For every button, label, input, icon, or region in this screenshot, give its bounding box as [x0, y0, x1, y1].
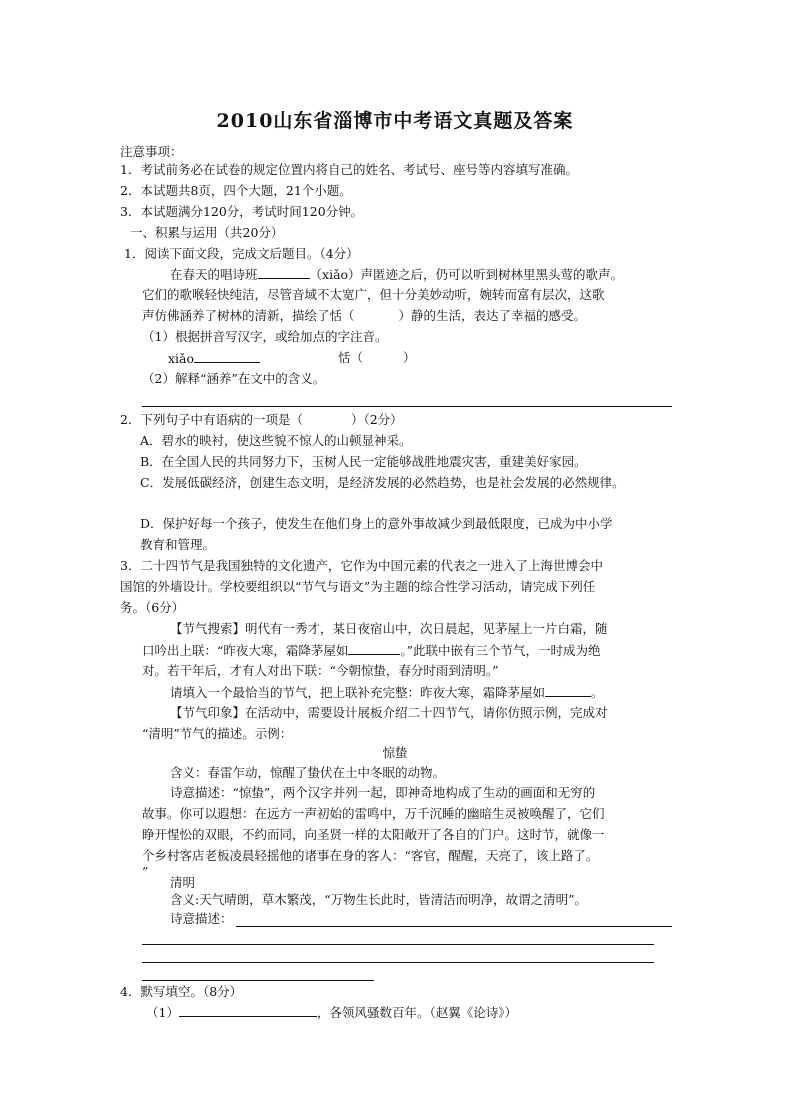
- q2-option-b: B．在全国人民的共同努力下，玉树人民一定能够战胜地震灾害，重建美好家园。: [140, 454, 587, 469]
- example-desc-line-4: 个乡村客店老板凌晨轻摇他的诸事在身的客人：“客官，醒醒，天亮了，该上路了。: [142, 848, 599, 863]
- q2-option-a: A．碧水的映衬，使这些貌不惊人的山顿显神采。: [140, 433, 412, 448]
- q2-option-c: C．发展低碳经济，创建生态文明，是经济发展的必然趋势，也是社会发展的必然规律。: [140, 475, 625, 490]
- q2-stem-text: 2．下列句子中有语病的一项是（: [120, 412, 303, 427]
- answer-line[interactable]: [142, 962, 654, 963]
- example-term-title: 惊蛰: [382, 745, 408, 760]
- q3-search-text: 口吟出上联：“昨夜大寒，霜降茅屋如: [142, 643, 349, 658]
- q3-stem-line-2: 国馆的外墙设计。学校要组织以“节气与语文”为主题的综合性学习活动，请完成下列任: [120, 579, 596, 594]
- q4-item-number: （1）: [146, 1005, 179, 1020]
- tian-label: ）: [403, 350, 416, 365]
- q1-passage-text: 在春天的唱诗班: [170, 267, 258, 282]
- answer-line[interactable]: [142, 406, 672, 407]
- q2-stem-text: ）（2分）: [350, 412, 403, 427]
- q3-search-line-3: 对。若干年后，才有人对出下联：“今朝惊蛰，春分时雨到清明。”: [142, 663, 499, 678]
- q3-impression-line-2: “清明”节气的描述。示例：: [142, 726, 293, 741]
- q1-passage-line-1: [170, 266, 623, 283]
- q3-search-text: 请填入一个最恰当的节气，把上联补充完整：昨夜大寒，霜降茅屋如: [170, 685, 546, 700]
- example-desc-line-5: ”: [142, 864, 149, 879]
- notice-item-3: 3．本试题满分120分，考试时间120分钟。: [120, 204, 364, 219]
- q1-tian-item: [338, 350, 416, 366]
- q3-search-text: 。”此联中嵌有三个节气，一时成为绝: [400, 643, 601, 658]
- q1-passage-text: （xiǎo）声匿迹之后，仍可以听到树林里黑头莺的歌声。: [309, 267, 624, 282]
- q3-impression-line-1: 【节气印象】在活动中，需要设计展板介绍二十四节气，请你仿照示例，完成对: [170, 705, 608, 720]
- qingming-desc-label: 诗意描述：: [170, 911, 233, 926]
- example-desc-line-3: 睁开惺忪的双眼，不约而同，向圣贤一样的太阳敞开了各自的门户。这时节，就像一: [142, 827, 605, 842]
- notice-item-2: 2．本试题共8页，四个大题，21个小题。: [120, 183, 352, 198]
- q3-search-line-2: [142, 642, 601, 659]
- q2-stem: [120, 412, 403, 428]
- notice-item-1: 1．考试前务必在试卷的规定位置内将自己的姓名、考试号、座号等内容填写准确。: [120, 162, 578, 177]
- q1-stem: 1．阅读下面文段，完成文后题目。（4分）: [124, 246, 359, 261]
- q3-search-text: 。: [591, 685, 604, 700]
- q4-item-text: ，各领风骚数百年。（赵翼《论诗》）: [316, 1005, 517, 1020]
- answer-line[interactable]: [236, 926, 672, 927]
- qingming-meaning: 含义:天气晴朗，草木繁茂，“万物生长此时，皆清洁而明净，故谓之清明”。: [170, 892, 587, 907]
- pinyin-label: xiǎo: [168, 351, 195, 366]
- example-desc-line-1: 诗意描述：“惊蛰”，两个汉字并列一起，即神奇地构成了生动的画面和无穷的: [170, 785, 596, 800]
- q1-sub-2: （2）解释“涵养”在文中的含义。: [142, 371, 326, 386]
- q2-option-d-line-1: D．保护好每一个孩子，使发生在他们身上的意外事故减少到最低限度，已成为中小学: [140, 516, 613, 531]
- answer-blank[interactable]: [179, 1004, 317, 1017]
- answer-blank[interactable]: [348, 642, 400, 655]
- answer-blank[interactable]: [258, 266, 310, 279]
- q1-passage-text: ）静的生活，表达了幸福的感受。: [398, 308, 587, 323]
- q1-pinyin-item: [168, 350, 260, 367]
- q3-stem-line-1: 3．二十四节气是我国独特的文化遗产，它作为中国元素的代表之一进入了上海世博会中: [120, 558, 603, 573]
- q1-sub-1: （1）根据拼音写汉字，或给加点的字注音。: [142, 329, 388, 344]
- q1-passage-line-3: [142, 308, 586, 324]
- answer-line[interactable]: [142, 980, 374, 981]
- q2-option-d-line-2: 教育和管理。: [140, 537, 216, 552]
- qingming-title: 清明: [170, 875, 196, 890]
- notice-heading: 注意事项：: [120, 144, 183, 159]
- answer-line[interactable]: [142, 944, 654, 945]
- example-meaning: 含义：春雷乍动，惊醒了蛰伏在土中冬眠的动物。: [170, 765, 446, 780]
- q1-passage-text: 声仿佛涵养了树林的清新，描绘了恬（: [142, 308, 355, 323]
- example-desc-line-2: 故事。你可以遐想：在远方一声初始的雷鸣中，万千沉睡的幽暗生灵被唤醒了，它们: [142, 806, 605, 821]
- q3-search-line-4: [170, 684, 604, 701]
- section-heading: 一、积累与运用（共20分）: [130, 225, 284, 240]
- page-title: 2010山东省淄博市中考语文真题及答案: [216, 110, 574, 132]
- q1-passage-line-2: 它们的歌喉轻快纯洁，尽管音域不太宽广，但十分美妙动听，婉转而富有层次，这歌: [142, 287, 605, 302]
- q3-stem-line-3: 务。（6分）: [120, 600, 185, 615]
- q3-search-line-1: 【节气搜索】明代有一秀才，某日夜宿山中，次日晨起，见茅屋上一片白霜，随: [170, 621, 608, 636]
- answer-blank[interactable]: [545, 684, 591, 697]
- tian-label: 恬（: [338, 350, 364, 365]
- q4-item-1: [146, 1004, 517, 1021]
- answer-blank[interactable]: [194, 350, 260, 363]
- q4-stem: 4．默写填空。（8分）: [120, 984, 243, 999]
